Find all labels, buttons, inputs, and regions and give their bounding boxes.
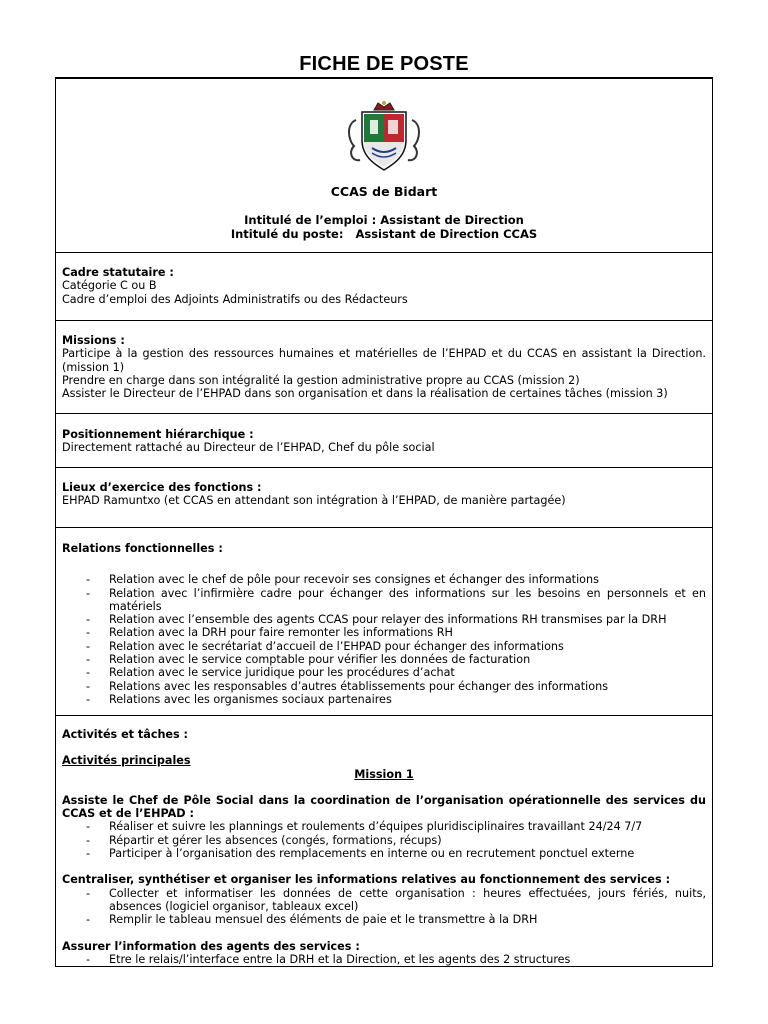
list-item: - Relation avec la DRH pour faire remonter les informations RH	[86, 626, 706, 639]
cadre-statutaire-section	[62, 266, 706, 306]
activity-group-heading: Assiste le Chef de Pôle Social dans la coordination de l’organisation opérationnelle des services du CCAS et de l’EHPAD :	[62, 793, 706, 821]
list-item: - Réaliser et suivre les plannings et roulements d’équipes pluridisciplinaires travaillant 24/24 7/7	[86, 820, 706, 833]
intitule-emploi: Intitulé de l’emploi : Assistant de Direction	[244, 213, 524, 227]
activity-list	[62, 820, 706, 860]
relations-section	[62, 542, 706, 706]
list-item: - Relation avec le chef de pôle pour recevoir ses consignes et échanger des informations	[86, 573, 706, 586]
section-divider	[56, 527, 712, 528]
list-item: - Relations avec les responsables d’autres établissements pour échanger des informations	[86, 680, 706, 693]
job-sheet-frame	[55, 77, 713, 967]
mission-label: Mission 1	[354, 767, 414, 781]
positionnement-section	[62, 428, 706, 455]
list-item: - Relation avec le secrétariat d’accueil de l’EHPAD pour échanger des informations	[86, 640, 706, 653]
lieux-section	[62, 481, 706, 508]
lieux-heading: Lieux d’exercice des fonctions :	[62, 481, 262, 494]
missions-heading: Missions :	[62, 334, 125, 347]
activites-heading: Activités et tâches :	[62, 728, 189, 741]
mission-line: Prendre en charge dans son intégralité la gestion administrative propre au CCAS (mission 2)	[62, 373, 580, 387]
organization-name: CCAS de Bidart	[330, 184, 438, 199]
relations-list	[62, 573, 706, 706]
activity-group-heading: Centraliser, synthétiser et organiser les informations relatives au fonctionnement des services :	[62, 873, 671, 887]
missions-section	[62, 334, 706, 400]
relations-heading: Relations fonctionnelles :	[62, 542, 223, 555]
activity-list	[62, 953, 706, 966]
activites-section	[62, 728, 706, 966]
list-item: - Relations avec les organismes sociaux partenaires	[86, 693, 706, 706]
activity-group-heading: Assurer l’information des agents des services :	[62, 939, 360, 953]
section-divider	[56, 715, 712, 716]
list-item: - Relation avec le service juridique pour les procédures d’achat	[86, 666, 706, 679]
cadre-line: Cadre d’emploi des Adjoints Administratifs ou des Rédacteurs	[62, 292, 408, 306]
activity-list	[62, 887, 706, 927]
section-divider	[56, 252, 712, 253]
positionnement-heading: Positionnement hiérarchique :	[62, 428, 254, 441]
page-title: FICHE DE POSTE	[299, 53, 469, 75]
list-item: - Participer à l’organisation des remplacements en interne ou en recrutement ponctuel externe	[86, 847, 706, 860]
bidart-coat-of-arms-icon	[344, 100, 424, 174]
list-item: - Collecter et informatiser les données de cette organisation : heures effectuées, jours fériés, nuits, absences (logiciel organisor, tableaux excel)	[86, 887, 706, 914]
job-title-block	[56, 213, 712, 241]
section-divider	[56, 467, 712, 468]
mission-line: Participe à la gestion des ressources humaines et matérielles de l’EHPAD et du CCAS en assistant la Direction. (mission 1)	[62, 347, 706, 374]
positionnement-text: Directement rattaché au Directeur de l’EHPAD, Chef du pôle social	[62, 441, 435, 455]
activites-subheading: Activités principales	[62, 754, 191, 768]
list-item: - Relation avec l’infirmière cadre pour échanger des informations sur les besoins en personnels et en matériels	[86, 587, 706, 614]
lieux-text: EHPAD Ramuntxo (et CCAS en attendant son intégration à l’EHPAD, de manière partagée)	[62, 494, 566, 508]
logo-block	[56, 100, 712, 178]
cadre-line: Catégorie C ou B	[62, 279, 157, 293]
section-divider	[56, 320, 712, 321]
intitule-poste: Intitulé du poste: Assistant de Direction CCAS	[230, 227, 538, 241]
cadre-heading: Cadre statutaire :	[62, 266, 174, 279]
section-divider	[56, 413, 712, 414]
mission-line: Assister le Directeur de l’EHPAD dans son organisation et dans la réalisation de certaines tâches (mission 3)	[62, 387, 668, 401]
list-item: - Relation avec l’ensemble des agents CCAS pour relayer des informations RH transmises par la DRH	[86, 613, 706, 626]
list-item: - Relation avec le service comptable pour vérifier les données de facturation	[86, 653, 706, 666]
list-item: - Répartir et gérer les absences (congés, formations, récups)	[86, 834, 706, 847]
list-item: - Remplir le tableau mensuel des éléments de paie et le transmettre à la DRH	[86, 913, 706, 926]
list-item: - Etre le relais/l’interface entre la DRH et la Direction, et les agents des 2 structures	[86, 953, 706, 966]
